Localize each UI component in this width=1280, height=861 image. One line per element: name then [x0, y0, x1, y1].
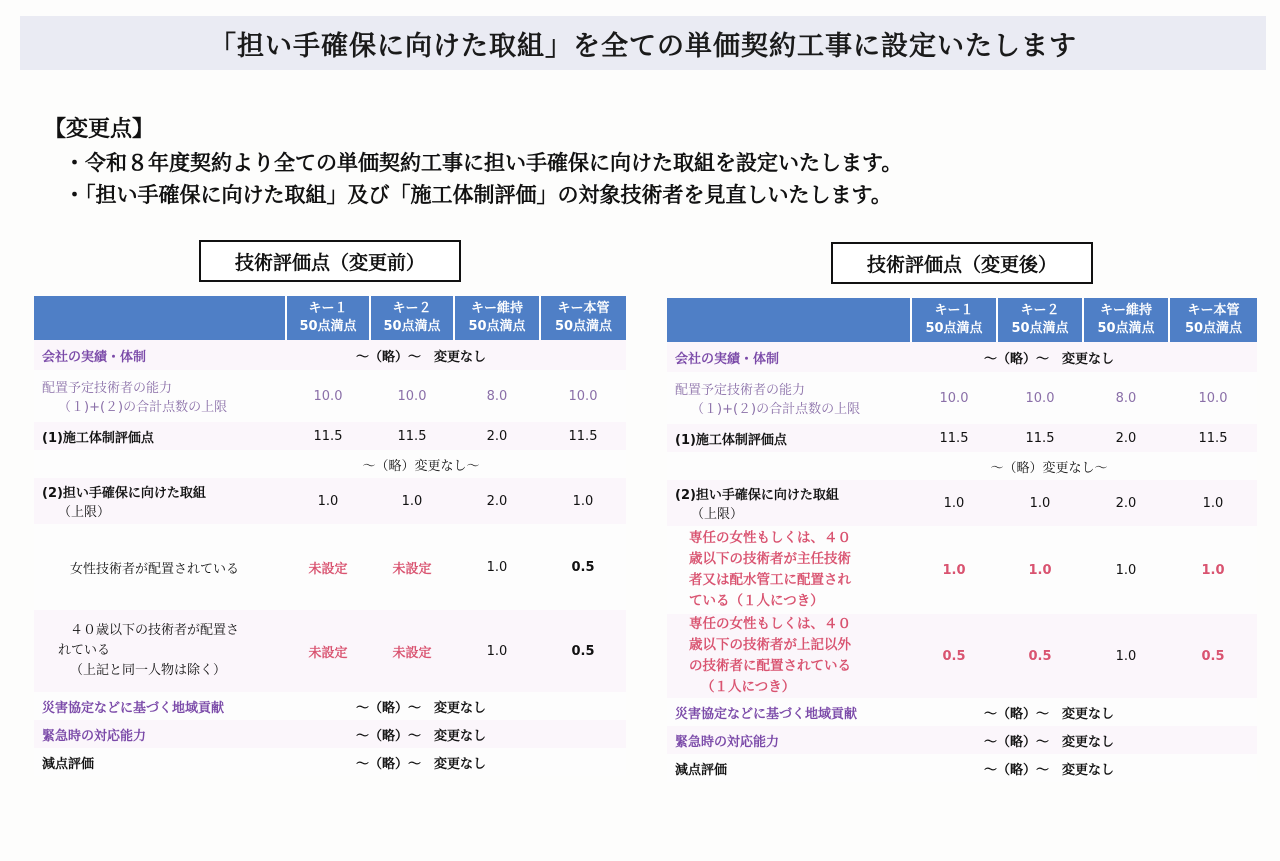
change-item-1: ・令和８年度契約より全ての単価契約工事に担い手確保に向けた取組を設定いたします。	[64, 151, 903, 175]
before-title-text: 技術評価点（変更前）	[234, 251, 425, 274]
construction-main: 11.5	[540, 422, 626, 450]
header-key-maintenance: キー維持 50点満点	[1083, 298, 1169, 342]
after-title-text: 技術評価点（変更後）	[866, 253, 1057, 276]
under40-key2: 未設定	[370, 610, 454, 692]
header-key-maintenance: キー維持 50点満点	[454, 296, 540, 340]
row-omit	[34, 450, 626, 478]
chief-key1: 1.0	[911, 526, 997, 614]
ability-key2: 10.0	[370, 370, 454, 422]
title-banner	[20, 16, 1266, 70]
header-blank	[667, 298, 911, 342]
chief-main: 1.0	[1169, 526, 1257, 614]
female-label: 女性技術者が配置されている	[34, 524, 286, 610]
disaster-label: 災害協定などに基づく地域貢献	[34, 692, 286, 720]
header-key1: キー１ 50点満点	[911, 298, 997, 342]
row-ability	[34, 370, 626, 422]
ability-maint: 8.0	[1083, 372, 1169, 424]
under40-key1: 未設定	[286, 610, 370, 692]
changes-section	[44, 112, 902, 211]
emergency-label: 緊急時の対応能力	[34, 720, 286, 748]
row-construction	[34, 422, 626, 450]
header-key2: キー２ 50点満点	[997, 298, 1083, 342]
row-emergency	[34, 720, 626, 748]
row-company	[34, 340, 626, 370]
ninaite-label: (2)担い手確保に向けた取組 （上限）	[667, 480, 911, 526]
after-table	[667, 298, 1257, 782]
under40-main: 0.5	[540, 610, 626, 692]
construction-key2: 11.5	[997, 424, 1083, 452]
ninaite-key1: 1.0	[911, 480, 997, 526]
after-table-title	[831, 242, 1093, 284]
ninaite-label: (2)担い手確保に向けた取組 （上限）	[34, 478, 286, 524]
deduction-label: 減点評価	[667, 754, 911, 782]
construction-maint: 2.0	[454, 422, 540, 450]
ninaite-maint: 2.0	[1083, 480, 1169, 526]
row-omit	[667, 452, 1257, 480]
ability-label: 配置予定技術者の能力 （１)+(２)の合計点数の上限	[34, 370, 286, 422]
deduction-note: 〜（略）〜 変更なし	[911, 754, 1257, 782]
ability-main: 10.0	[1169, 372, 1257, 424]
emergency-label: 緊急時の対応能力	[667, 726, 911, 754]
disaster-label: 災害協定などに基づく地域貢献	[667, 698, 911, 726]
change-item-2: ・「担い手確保に向けた取組」及び「施工体制評価」の対象技術者を見直しいたします。	[64, 183, 892, 207]
header-key-main-pipe: キー本管 50点満点	[540, 296, 626, 340]
ability-label: 配置予定技術者の能力 （１)+(２)の合計点数の上限	[667, 372, 911, 424]
ninaite-key1: 1.0	[286, 478, 370, 524]
ninaite-main: 1.0	[1169, 480, 1257, 526]
omit-note: 〜（略）変更なし〜	[286, 450, 626, 478]
page-title: 「担い手確保に向けた取組」を全ての単価契約工事に設定いたします	[209, 30, 1077, 62]
construction-key2: 11.5	[370, 422, 454, 450]
company-note: 〜（略）〜 変更なし	[286, 340, 626, 370]
omit-note: 〜（略）変更なし〜	[911, 452, 1257, 480]
row-ability	[667, 372, 1257, 424]
row-deduction	[667, 754, 1257, 782]
emergency-note: 〜（略）〜 変更なし	[286, 720, 626, 748]
disaster-note: 〜（略）〜 変更なし	[286, 692, 626, 720]
construction-key1: 11.5	[911, 424, 997, 452]
changes-heading: 【変更点】	[44, 117, 155, 142]
construction-label: (1)施工体制評価点	[34, 422, 286, 450]
row-company	[667, 342, 1257, 372]
chief-key2: 1.0	[997, 526, 1083, 614]
female-maint: 1.0	[454, 524, 540, 610]
other-key1: 0.5	[911, 614, 997, 698]
ability-key1: 10.0	[911, 372, 997, 424]
header-key2: キー２ 50点満点	[370, 296, 454, 340]
ninaite-key2: 1.0	[370, 478, 454, 524]
row-under40	[34, 610, 626, 692]
chief-maint: 1.0	[1083, 526, 1169, 614]
row-emergency	[667, 726, 1257, 754]
row-ninaite	[667, 480, 1257, 526]
header-blank	[34, 296, 286, 340]
other-key2: 0.5	[997, 614, 1083, 698]
under40-maint: 1.0	[454, 610, 540, 692]
row-other	[667, 614, 1257, 698]
row-chief	[667, 526, 1257, 614]
female-key2: 未設定	[370, 524, 454, 610]
row-female	[34, 524, 626, 610]
ninaite-main: 1.0	[540, 478, 626, 524]
other-label: 専任の女性もしくは、４０ 歳以下の技術者が上記以外 の技術者に配置されている （１人につき）	[667, 614, 911, 698]
row-disaster	[34, 692, 626, 720]
disaster-note: 〜（略）〜 変更なし	[911, 698, 1257, 726]
ability-key1: 10.0	[286, 370, 370, 422]
company-note: 〜（略）〜 変更なし	[911, 342, 1257, 372]
row-construction	[667, 424, 1257, 452]
deduction-note: 〜（略）〜 変更なし	[286, 748, 626, 776]
ability-key2: 10.0	[997, 372, 1083, 424]
company-label: 会社の実績・体制	[667, 342, 911, 372]
female-key1: 未設定	[286, 524, 370, 610]
under40-label: ４０歳以下の技術者が配置さ れている （上記と同一人物は除く）	[34, 610, 286, 692]
construction-key1: 11.5	[286, 422, 370, 450]
ability-maint: 8.0	[454, 370, 540, 422]
construction-main: 11.5	[1169, 424, 1257, 452]
other-main: 0.5	[1169, 614, 1257, 698]
row-ninaite	[34, 478, 626, 524]
other-maint: 1.0	[1083, 614, 1169, 698]
header-key-main-pipe: キー本管 50点満点	[1169, 298, 1257, 342]
header-row	[667, 298, 1257, 342]
ninaite-maint: 2.0	[454, 478, 540, 524]
deduction-label: 減点評価	[34, 748, 286, 776]
chief-label: 専任の女性もしくは、４０ 歳以下の技術者が主任技術 者又は配水管工に配置され ている（１人につき）	[667, 526, 911, 614]
ninaite-key2: 1.0	[997, 480, 1083, 526]
construction-maint: 2.0	[1083, 424, 1169, 452]
emergency-note: 〜（略）〜 変更なし	[911, 726, 1257, 754]
before-table-title	[199, 240, 461, 282]
row-disaster	[667, 698, 1257, 726]
before-table	[34, 296, 626, 776]
female-main: 0.5	[540, 524, 626, 610]
row-deduction	[34, 748, 626, 776]
header-key1: キー１ 50点満点	[286, 296, 370, 340]
header-row	[34, 296, 626, 340]
ability-main: 10.0	[540, 370, 626, 422]
construction-label: (1)施工体制評価点	[667, 424, 911, 452]
company-label: 会社の実績・体制	[34, 340, 286, 370]
